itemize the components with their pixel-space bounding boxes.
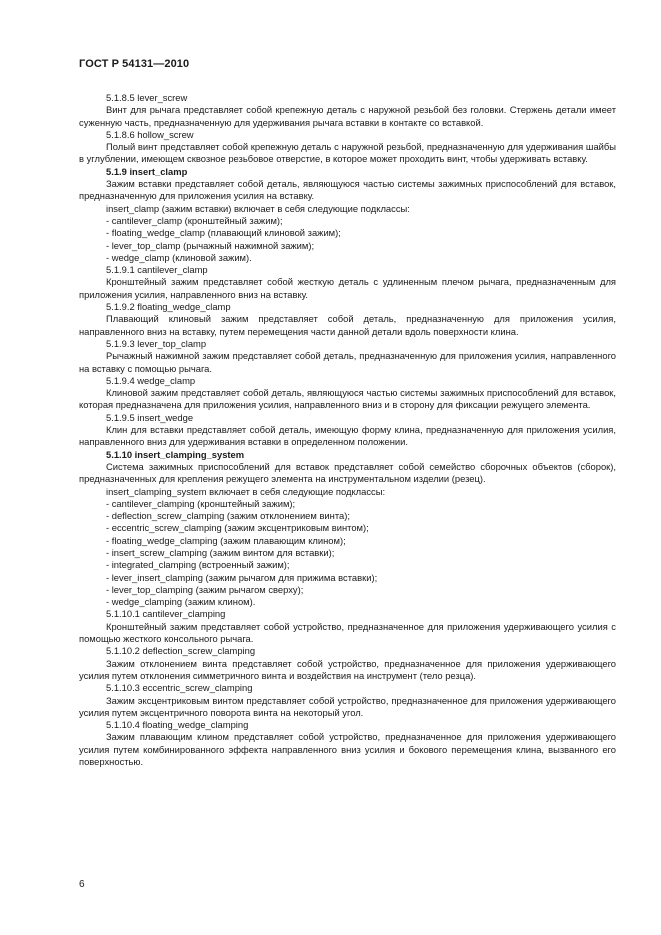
- document-body: [79, 92, 616, 768]
- section-heading: 5.1.9 insert_clamp: [106, 165, 188, 177]
- list-intro: insert_clamping_system включает в себя следующие подклассы:: [106, 485, 386, 497]
- section-heading: 5.1.10.1 cantilever_clamping: [106, 608, 226, 620]
- paragraph: Зажим вставки представляет собой деталь, являющуюся частью системы зажимных приспособлений для вставок, предназначенную для приложения усилия на вставку.: [79, 178, 616, 202]
- list-item: - wedge_clamp (клиновой зажим).: [106, 251, 252, 263]
- paragraph: Кронштейный зажим представляет собой жесткую деталь с удлиненным плечом рычага, предназначенным для приложения усилия, направленного вниз на вставку.: [79, 276, 616, 300]
- section-heading: 5.1.10 insert_clamping_system: [106, 448, 245, 460]
- list-item: - deflection_screw_clamping (зажим отклонением винта);: [106, 510, 350, 522]
- section-heading: 5.1.8.6 hollow_screw: [106, 128, 194, 140]
- paragraph: Зажим отклонением винта представляет собой устройство, предназначенное для приложения удерживающего усилия путем отклонения симметричного винта и воздействия на инструмент (тело резца).: [79, 657, 616, 681]
- section-heading: 5.1.8.5 lever_screw: [106, 92, 188, 103]
- list-item: - floating_wedge_clamping (зажим плавающим клином);: [106, 534, 346, 546]
- section-heading: 5.1.10.3 eccentric_screw_clamping: [106, 682, 253, 694]
- paragraph: Зажим плавающим клином представляет собой устройство, предназначенное для приложения удерживающего усилия путем комбинированного эффекта направленного вниз усилия и бокового перемещения клина, вызванного его поверхностью.: [79, 731, 616, 768]
- section-heading: 5.1.10.2 deflection_screw_clamping: [106, 645, 256, 657]
- list-item: - wedge_clamping (зажим клином).: [106, 596, 256, 608]
- list-item: - lever_top_clamping (зажим рычагом сверху);: [106, 583, 304, 595]
- list-item: - integrated_clamping (встроенный зажим);: [106, 559, 290, 571]
- list-item: - floating_wedge_clamp (плавающий клиновой зажим);: [106, 227, 341, 239]
- list-item: - lever_top_clamp (рычажный нажимной зажим);: [106, 239, 315, 251]
- list-item: - lever_insert_clamping (зажим рычагом для прижима вставки);: [106, 571, 378, 583]
- list-item: - eccentric_screw_clamping (зажим эксцентриковым винтом);: [106, 522, 369, 534]
- section-heading: 5.1.9.1 cantilever_clamp: [106, 264, 208, 276]
- paragraph: Система зажимных приспособлений для вставок представляет собой семейство сборочных объектов (сборок), предназначенных для крепления режущего элемента на инструментальном изделии (резец).: [79, 460, 616, 485]
- paragraph: Кронштейный зажим представляет собой устройство, предназначенное для приложения удерживающего усилия с помощью жесткого консольного рычага.: [79, 620, 616, 645]
- paragraph: Клин для вставки представляет собой деталь, имеющую форму клина, предназначенную для приложения усилия, направленного вниз для удерживания вставки в определенном положении.: [79, 424, 616, 448]
- section-heading: 5.1.9.4 wedge_clamp: [106, 374, 196, 386]
- paragraph: Рычажный нажимной зажим представляет собой деталь, предназначенную для приложения усилия, направленного на вставку с помощью рычага.: [79, 350, 616, 374]
- standard-header: ГОСТ Р 54131—2010: [79, 58, 190, 70]
- paragraph: Зажим эксцентриковым винтом представляет собой устройство, предназначенное для приложения удерживающего усилия путем эксцентричного поворота винта на некоторый угол.: [79, 694, 616, 718]
- list-item: - cantilever_clamp (кронштейный зажим);: [106, 214, 283, 226]
- paragraph: Полый винт представляет собой крепежную деталь с наружной резьбой, предназначенную для удерживания шайбы в углублении, имеющем сквозное резьбовое отверстие, в которое может проходить винт, чтобы удерживать вставку.: [79, 141, 616, 165]
- paragraph: Клиновой зажим представляет собой деталь, являющуюся частью системы зажимных приспособлений для вставок, которая предназначена для приложения усилия, направленного вниз и в сторону для фиксации режущего элемента.: [79, 387, 616, 411]
- page-number: 6: [79, 879, 85, 890]
- section-heading: 5.1.9.3 lever_top_clamp: [106, 337, 207, 349]
- paragraph: Винт для рычага представляет собой крепежную деталь с наружной резьбой без головки. Стержень детали имеет суженную часть, предназначенную для удерживания рычага вставки в контакте со вставкой.: [79, 104, 616, 128]
- list-item: - cantilever_clamping (кронштейный зажим);: [106, 497, 296, 509]
- paragraph: Плавающий клиновый зажим представляет собой деталь, предназначенную для приложения усилия, направленного вниз на вставку, путем перемещения части данной детали вдоль поверхности клина.: [79, 313, 616, 337]
- section-heading: 5.1.9.2 floating_wedge_clamp: [106, 301, 231, 313]
- section-heading: 5.1.10.4 floating_wedge_clamping: [106, 719, 249, 731]
- list-item: - insert_screw_clamping (зажим винтом для вставки);: [106, 546, 335, 558]
- list-intro: insert_clamp (зажим вставки) включает в себя следующие подклассы:: [106, 202, 410, 214]
- section-heading: 5.1.9.5 insert_wedge: [106, 411, 194, 423]
